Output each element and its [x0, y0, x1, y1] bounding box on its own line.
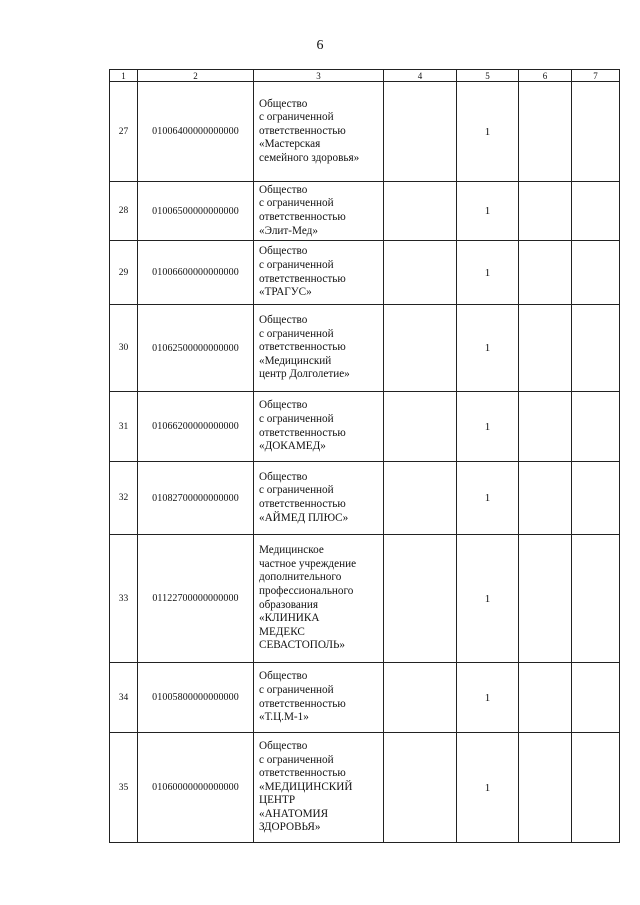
row-col6 — [519, 663, 572, 733]
table-row — [110, 392, 620, 462]
column-header: 2 — [138, 70, 254, 82]
row-code: 01122700000000000 — [138, 535, 254, 663]
row-col5: 1 — [457, 241, 519, 305]
row-col4 — [384, 535, 457, 663]
row-number: 31 — [110, 392, 138, 462]
organization-name-text: Общество с ограниченной ответственностью «Т.Ц.М-1» — [259, 670, 346, 724]
row-number: 32 — [110, 462, 138, 535]
row-col5: 1 — [457, 182, 519, 241]
row-col6 — [519, 305, 572, 392]
row-col4 — [384, 82, 457, 182]
row-col6 — [519, 462, 572, 535]
row-code: 01062500000000000 — [138, 305, 254, 392]
row-col5: 1 — [457, 462, 519, 535]
row-col5: 1 — [457, 305, 519, 392]
row-col4 — [384, 241, 457, 305]
row-col4 — [384, 305, 457, 392]
row-code: 01006600000000000 — [138, 241, 254, 305]
row-code: 01060000000000000 — [138, 733, 254, 843]
row-col6 — [519, 82, 572, 182]
row-organization-name — [254, 535, 384, 663]
row-number: 35 — [110, 733, 138, 843]
row-number: 27 — [110, 82, 138, 182]
row-col6 — [519, 241, 572, 305]
row-organization-name — [254, 392, 384, 462]
row-col4 — [384, 392, 457, 462]
row-number: 33 — [110, 535, 138, 663]
row-code: 01066200000000000 — [138, 392, 254, 462]
organization-name-text: Общество с ограниченной ответственностью «Мастерская семейного здоровья» — [259, 97, 360, 164]
row-organization-name — [254, 182, 384, 241]
row-col5: 1 — [457, 733, 519, 843]
table-row — [110, 82, 620, 182]
table-header-row — [110, 70, 620, 82]
row-number: 28 — [110, 182, 138, 241]
table-row — [110, 182, 620, 241]
organization-name-text: Общество с ограниченной ответственностью «МЕДИЦИНСКИЙ ЦЕНТР «АНАТОМИЯ ЗДОРОВЬЯ» — [259, 739, 353, 834]
row-number: 30 — [110, 305, 138, 392]
row-col7 — [572, 392, 620, 462]
page-number: 6 — [316, 38, 324, 53]
row-col4 — [384, 733, 457, 843]
row-col7 — [572, 241, 620, 305]
column-header: 5 — [457, 70, 519, 82]
row-code: 01006400000000000 — [138, 82, 254, 182]
row-col7 — [572, 462, 620, 535]
column-header: 6 — [519, 70, 572, 82]
row-col6 — [519, 535, 572, 663]
registry-table — [109, 69, 620, 843]
organization-name-text: Общество с ограниченной ответственностью «АЙМЕД ПЛЮС» — [259, 470, 349, 524]
row-col5: 1 — [457, 663, 519, 733]
row-col6 — [519, 392, 572, 462]
organization-name-text: Общество с ограниченной ответственностью «ТРАГУС» — [259, 245, 346, 299]
row-col5: 1 — [457, 535, 519, 663]
row-col6 — [519, 182, 572, 241]
column-header: 4 — [384, 70, 457, 82]
row-code: 01082700000000000 — [138, 462, 254, 535]
row-col7 — [572, 182, 620, 241]
table-row — [110, 733, 620, 843]
table-row — [110, 462, 620, 535]
table-row — [110, 535, 620, 663]
organization-name-text: Общество с ограниченной ответственностью «ДОКАМЕД» — [259, 399, 346, 453]
row-col4 — [384, 663, 457, 733]
row-col7 — [572, 733, 620, 843]
table-row — [110, 241, 620, 305]
row-number: 34 — [110, 663, 138, 733]
row-col7 — [572, 663, 620, 733]
row-organization-name — [254, 305, 384, 392]
table-row — [110, 305, 620, 392]
organization-name-text: Общество с ограниченной ответственностью «Медицинский центр Долголетие» — [259, 314, 350, 381]
row-col7 — [572, 305, 620, 392]
table-row — [110, 663, 620, 733]
row-organization-name — [254, 462, 384, 535]
row-col6 — [519, 733, 572, 843]
row-col7 — [572, 535, 620, 663]
row-organization-name — [254, 663, 384, 733]
column-header: 7 — [572, 70, 620, 82]
row-code: 01005800000000000 — [138, 663, 254, 733]
row-col4 — [384, 462, 457, 535]
row-col7 — [572, 82, 620, 182]
organization-name-text: Медицинское частное учреждение дополнительного профессионального образования «КЛИНИКА МЕДЕКС СЕВАСТОПОЛЬ» — [259, 544, 357, 652]
organization-name-text: Общество с ограниченной ответственностью «Элит-Мед» — [259, 183, 346, 237]
row-organization-name — [254, 733, 384, 843]
row-organization-name — [254, 241, 384, 305]
row-code: 01006500000000000 — [138, 182, 254, 241]
column-header: 3 — [254, 70, 384, 82]
column-header: 1 — [110, 70, 138, 82]
row-organization-name — [254, 82, 384, 182]
row-col5: 1 — [457, 392, 519, 462]
row-col4 — [384, 182, 457, 241]
row-number: 29 — [110, 241, 138, 305]
row-col5: 1 — [457, 82, 519, 182]
